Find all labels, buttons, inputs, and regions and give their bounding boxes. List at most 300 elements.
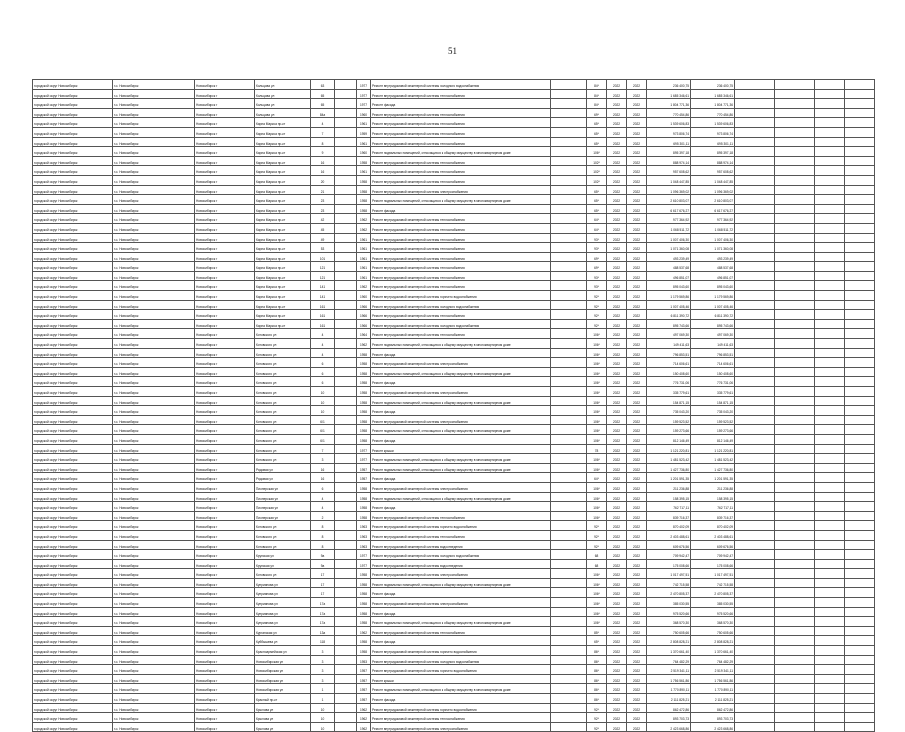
cell-locality: Новосибирск г xyxy=(195,281,255,291)
cell-municipality: городской округ Новосибирск xyxy=(33,108,113,118)
cell-plan-year-end: 2022 xyxy=(627,406,647,416)
cell-house: 6/1 xyxy=(311,415,335,425)
cell-district: г.о. Новосибирск xyxy=(113,396,195,406)
cell-empty xyxy=(735,444,775,454)
cell-empty xyxy=(735,502,775,512)
cell-street: Котовского ул xyxy=(255,387,311,397)
cell-empty xyxy=(815,617,845,627)
cell-plan-year-end: 2022 xyxy=(627,166,647,176)
table-row xyxy=(33,300,875,310)
cell-plan-year-end: 2022 xyxy=(627,137,647,147)
cell-house: 53 xyxy=(311,243,335,253)
cell-district: г.о. Новосибирск xyxy=(113,300,195,310)
cell-work-type: Ремонт внутридомовой инженерной системы теплоснабжения xyxy=(371,262,551,272)
cell-wear: 106* xyxy=(587,511,607,521)
cell-municipality: городской округ Новосибирск xyxy=(33,703,113,713)
cell-housing xyxy=(335,588,357,598)
cell-empty xyxy=(735,540,775,550)
cell-district: г.о. Новосибирск xyxy=(113,358,195,368)
cell-plan-year-start: 2022 xyxy=(607,482,627,492)
cell-empty xyxy=(735,252,775,262)
cell-empty xyxy=(735,636,775,646)
cell-cost: 735 043,20 xyxy=(647,406,691,416)
cell-work-type: Ремонт фасада xyxy=(371,588,551,598)
cell-empty xyxy=(775,540,815,550)
cell-housing xyxy=(335,156,357,166)
cell-blank xyxy=(551,223,587,233)
cell-locality: Новосибирск г xyxy=(195,310,255,320)
cell-cost-total: 211 236,88 xyxy=(691,482,735,492)
cell-plan-year-start: 2022 xyxy=(607,175,627,185)
cell-blank xyxy=(551,252,587,262)
cell-municipality: городской округ Новосибирск xyxy=(33,387,113,397)
cell-blank xyxy=(551,291,587,301)
cell-wear: 102* xyxy=(587,175,607,185)
cell-district: г.о. Новосибирск xyxy=(113,271,195,281)
cell-empty xyxy=(735,694,775,704)
cell-plan-year-start: 2022 xyxy=(607,674,627,684)
cell-cost: 888 974,14 xyxy=(647,156,691,166)
cell-year: 1977 xyxy=(357,89,371,99)
cell-municipality: городской округ Новосибирск xyxy=(33,550,113,560)
cell-district: г.о. Новосибирск xyxy=(113,291,195,301)
cell-empty xyxy=(775,195,815,205)
cell-year: 1957 xyxy=(357,665,371,675)
cell-cost: 2 111 825,21 xyxy=(647,694,691,704)
cell-year: 1959 xyxy=(357,127,371,137)
cell-empty xyxy=(845,137,875,147)
cell-plan-year-end: 2022 xyxy=(627,377,647,387)
cell-empty xyxy=(845,252,875,262)
cell-cost: 1 804 771,36 xyxy=(647,99,691,109)
cell-locality: Новосибирск г xyxy=(195,291,255,301)
cell-cost-total: 497 069,30 xyxy=(691,329,735,339)
table-row xyxy=(33,703,875,713)
cell-wear: 106* xyxy=(587,492,607,502)
cell-street: Котовского ул xyxy=(255,415,311,425)
cell-cost: 762 717,11 xyxy=(647,502,691,512)
cell-municipality: городской округ Новосибирск xyxy=(33,463,113,473)
cell-empty xyxy=(845,319,875,329)
cell-empty xyxy=(845,195,875,205)
cell-district: г.о. Новосибирск xyxy=(113,511,195,521)
cell-empty xyxy=(815,80,845,90)
cell-housing xyxy=(335,233,357,243)
cell-blank xyxy=(551,396,587,406)
cell-cost-total: 2 610 803,07 xyxy=(691,195,735,205)
cell-empty xyxy=(735,214,775,224)
cell-housing xyxy=(335,674,357,684)
cell-plan-year-end: 2022 xyxy=(627,147,647,157)
cell-empty xyxy=(735,434,775,444)
cell-year: 1958 xyxy=(357,617,371,627)
cell-empty xyxy=(815,387,845,397)
cell-house: 7 xyxy=(311,444,335,454)
cell-blank xyxy=(551,89,587,99)
cell-municipality: городской округ Новосибирск xyxy=(33,348,113,358)
cell-empty xyxy=(815,156,845,166)
cell-wear: 106* xyxy=(587,502,607,512)
cell-plan-year-start: 2022 xyxy=(607,367,627,377)
cell-housing xyxy=(335,540,357,550)
cell-year: 1962 xyxy=(357,339,371,349)
cell-locality: Новосибирск г xyxy=(195,684,255,694)
cell-cost: 893 703,73 xyxy=(647,713,691,723)
cell-district: г.о. Новосибирск xyxy=(113,204,195,214)
cell-house: 10 xyxy=(311,406,335,416)
cell-empty xyxy=(845,348,875,358)
cell-plan-year-start: 2022 xyxy=(607,694,627,704)
cell-empty xyxy=(735,684,775,694)
cell-plan-year-start: 2022 xyxy=(607,118,627,128)
cell-empty xyxy=(735,511,775,521)
cell-cost-total: 150 408,60 xyxy=(691,367,735,377)
cell-cost: 1 068 511,72 xyxy=(647,223,691,233)
cell-street: Новосибирская ул xyxy=(255,655,311,665)
cell-district: г.о. Новосибирск xyxy=(113,473,195,483)
cell-plan-year-start: 2022 xyxy=(607,223,627,233)
cell-year: 1958 xyxy=(357,425,371,435)
cell-street: Карла Маркса пр-кт xyxy=(255,252,311,262)
cell-locality: Новосибирск г xyxy=(195,300,255,310)
cell-street: Крылова ул xyxy=(255,722,311,732)
cell-cost: 796 853,51 xyxy=(647,348,691,358)
cell-district: г.о. Новосибирск xyxy=(113,80,195,90)
cell-plan-year-start: 2022 xyxy=(607,396,627,406)
cell-year: 1977 xyxy=(357,99,371,109)
table-row xyxy=(33,482,875,492)
cell-work-type: Ремонт крыши xyxy=(371,674,551,684)
cell-blank xyxy=(551,598,587,608)
cell-locality: Новосибирск г xyxy=(195,521,255,531)
cell-municipality: городской округ Новосибирск xyxy=(33,252,113,262)
cell-housing xyxy=(335,703,357,713)
cell-year: 1958 xyxy=(357,636,371,646)
cell-wear: 86* xyxy=(587,646,607,656)
cell-cost-total: 973 806,74 xyxy=(691,127,735,137)
cell-street: Котовского ул xyxy=(255,406,311,416)
cell-plan-year-end: 2022 xyxy=(627,550,647,560)
cell-street: Крупская ул xyxy=(255,550,311,560)
cell-cost: 2 808 828,21 xyxy=(647,636,691,646)
cell-cost-total: 776 731,06 xyxy=(691,377,735,387)
cell-empty xyxy=(845,550,875,560)
cell-plan-year-end: 2022 xyxy=(627,252,647,262)
cell-municipality: городской округ Новосибирск xyxy=(33,588,113,598)
cell-cost-total: 895 397,18 xyxy=(691,147,735,157)
table-row xyxy=(33,310,875,320)
cell-district: г.о. Новосибирск xyxy=(113,598,195,608)
cell-district: г.о. Новосибирск xyxy=(113,147,195,157)
cell-street: Карла Маркса пр-кт xyxy=(255,300,311,310)
cell-empty xyxy=(815,166,845,176)
cell-cost: 1 048 447,85 xyxy=(647,175,691,185)
cell-empty xyxy=(845,358,875,368)
cell-empty xyxy=(735,319,775,329)
cell-empty xyxy=(845,674,875,684)
cell-locality: Новосибирск г xyxy=(195,540,255,550)
cell-house: 6/1 xyxy=(311,434,335,444)
cell-cost: 839 716,37 xyxy=(647,511,691,521)
cell-cost-total: 6 617 676,27 xyxy=(691,204,735,214)
cell-cost-total: 488 537,68 xyxy=(691,262,735,272)
cell-plan-year-start: 2022 xyxy=(607,291,627,301)
cell-work-type: Ремонт внутридомовой инженерной системы теплоснабжения xyxy=(371,108,551,118)
cell-wear: 69* xyxy=(587,262,607,272)
cell-wear: 65* xyxy=(587,118,607,128)
cell-house: 8 xyxy=(311,540,335,550)
cell-plan-year-start: 2022 xyxy=(607,339,627,349)
cell-housing xyxy=(335,262,357,272)
cell-cost-total: 609 676,56 xyxy=(691,540,735,550)
cell-empty xyxy=(815,243,845,253)
cell-locality: Новосибирск г xyxy=(195,233,255,243)
cell-locality: Новосибирск г xyxy=(195,348,255,358)
cell-work-type: Ремонт внутридомовой инженерной системы теплоснабжения xyxy=(371,329,551,339)
cell-locality: Новосибирск г xyxy=(195,473,255,483)
cell-district: г.о. Новосибирск xyxy=(113,406,195,416)
cell-street: Крылова ул xyxy=(255,703,311,713)
cell-plan-year-end: 2022 xyxy=(627,646,647,656)
cell-empty xyxy=(815,511,845,521)
cell-street: Карла Маркса пр-кт xyxy=(255,271,311,281)
cell-year: 1958 xyxy=(357,175,371,185)
cell-municipality: городской округ Новосибирск xyxy=(33,473,113,483)
cell-empty xyxy=(815,665,845,675)
cell-district: г.о. Новосибирск xyxy=(113,550,195,560)
cell-work-type: Ремонт внутридомовой инженерной системы водоотведения xyxy=(371,559,551,569)
cell-empty xyxy=(775,80,815,90)
cell-empty xyxy=(735,99,775,109)
cell-locality: Новосибирск г xyxy=(195,713,255,723)
cell-plan-year-start: 2022 xyxy=(607,454,627,464)
cell-housing xyxy=(335,502,357,512)
cell-wear: 68 xyxy=(587,559,607,569)
cell-wear: 106* xyxy=(587,598,607,608)
cell-work-type: Ремонт внутридомовой инженерной системы электроснабжения xyxy=(371,415,551,425)
cell-plan-year-end: 2022 xyxy=(627,358,647,368)
cell-district: г.о. Новосибирск xyxy=(113,502,195,512)
cell-street: Красноармейская ул xyxy=(255,646,311,656)
cell-empty xyxy=(775,118,815,128)
cell-blank xyxy=(551,674,587,684)
cell-locality: Новосибирск г xyxy=(195,396,255,406)
cell-empty xyxy=(845,578,875,588)
cell-blank xyxy=(551,233,587,243)
cell-blank xyxy=(551,108,587,118)
cell-house: 121 xyxy=(311,262,335,272)
cell-empty xyxy=(845,646,875,656)
cell-street: Котовского ул xyxy=(255,521,311,531)
cell-work-type: Ремонт подвальных помещений, относящихся к общему имуществу в многоквартирном доме xyxy=(371,617,551,627)
cell-empty xyxy=(845,185,875,195)
cell-work-type: Ремонт внутридомовой инженерной системы теплоснабжения xyxy=(371,175,551,185)
cell-blank xyxy=(551,473,587,483)
cell-empty xyxy=(735,358,775,368)
cell-blank xyxy=(551,281,587,291)
cell-street: Карла Маркса пр-кт xyxy=(255,175,311,185)
cell-year: 1961 xyxy=(357,166,371,176)
cell-year: 1962 xyxy=(357,713,371,723)
cell-empty xyxy=(735,722,775,732)
cell-plan-year-end: 2022 xyxy=(627,425,647,435)
table-row xyxy=(33,511,875,521)
cell-house: 10 xyxy=(311,396,335,406)
cell-work-type: Ремонт внутридомовой инженерной системы холодного водоснабжения xyxy=(371,550,551,560)
cell-wear: 78 xyxy=(587,444,607,454)
cell-work-type: Ремонт фасада xyxy=(371,377,551,387)
cell-blank xyxy=(551,425,587,435)
cell-wear: 106* xyxy=(587,358,607,368)
cell-empty xyxy=(815,262,845,272)
cell-plan-year-end: 2022 xyxy=(627,108,647,118)
cell-blank xyxy=(551,540,587,550)
cell-year: 1958 xyxy=(357,607,371,617)
cell-empty xyxy=(845,99,875,109)
cell-work-type: Ремонт подвальных помещений, относящихся к общему имуществу в многоквартирном доме xyxy=(371,684,551,694)
cell-cost: 236 400,75 xyxy=(647,80,691,90)
cell-blank xyxy=(551,521,587,531)
cell-cost-total: 175 008,66 xyxy=(691,559,735,569)
cell-empty xyxy=(815,521,845,531)
table-row xyxy=(33,655,875,665)
cell-plan-year-start: 2022 xyxy=(607,655,627,665)
table-row xyxy=(33,80,875,90)
cell-empty xyxy=(815,646,845,656)
cell-locality: Новосибирск г xyxy=(195,118,255,128)
cell-plan-year-start: 2022 xyxy=(607,99,627,109)
cell-cost: 1 017 497,51 xyxy=(647,569,691,579)
cell-cost-total: 895 043,60 xyxy=(691,281,735,291)
cell-empty xyxy=(775,454,815,464)
cell-empty xyxy=(735,185,775,195)
cell-cost-total: 735 043,20 xyxy=(691,406,735,416)
cell-year: 1958 xyxy=(357,434,371,444)
cell-empty xyxy=(775,233,815,243)
cell-cost-total: 2 423 668,86 xyxy=(691,722,735,732)
cell-work-type: Ремонт внутридомовой инженерной системы теплоснабжения xyxy=(371,223,551,233)
table-row xyxy=(33,396,875,406)
cell-street: Карла Маркса пр-кт xyxy=(255,195,311,205)
cell-locality: Новосибирск г xyxy=(195,147,255,157)
cell-cost-total: 862 472,86 xyxy=(691,703,735,713)
cell-cost: 368 570,30 xyxy=(647,617,691,627)
cell-locality: Новосибирск г xyxy=(195,271,255,281)
cell-house: 4 xyxy=(311,329,335,339)
cell-cost-total: 839 716,37 xyxy=(691,511,735,521)
cell-empty xyxy=(735,655,775,665)
cell-municipality: городской округ Новосибирск xyxy=(33,367,113,377)
cell-house: 65 xyxy=(311,89,335,99)
cell-district: г.о. Новосибирск xyxy=(113,377,195,387)
cell-empty xyxy=(845,569,875,579)
cell-empty xyxy=(735,387,775,397)
cell-housing xyxy=(335,434,357,444)
cell-wear: 92* xyxy=(587,713,607,723)
cell-work-type: Ремонт внутридомовой инженерной системы теплоснабжения xyxy=(371,252,551,262)
cell-wear: 64* xyxy=(587,214,607,224)
cell-work-type: Ремонт внутридомовой инженерной системы электроснабжения xyxy=(371,482,551,492)
cell-municipality: городской округ Новосибирск xyxy=(33,137,113,147)
cell-housing xyxy=(335,281,357,291)
cell-house: 101 xyxy=(311,252,335,262)
cell-cost-total: 159 523,52 xyxy=(691,415,735,425)
table-row xyxy=(33,626,875,636)
cell-empty xyxy=(815,339,845,349)
cell-cost-total: 1 539 606,83 xyxy=(691,118,735,128)
cell-municipality: городской округ Новосибирск xyxy=(33,646,113,656)
cell-housing xyxy=(335,147,357,157)
cell-plan-year-end: 2022 xyxy=(627,348,647,358)
cell-plan-year-start: 2022 xyxy=(607,444,627,454)
cell-municipality: городской округ Новосибирск xyxy=(33,454,113,464)
cell-empty xyxy=(815,118,845,128)
table-row xyxy=(33,713,875,723)
cell-cost-total: 1 685 346,61 xyxy=(691,89,735,99)
cell-empty xyxy=(845,329,875,339)
cell-housing xyxy=(335,655,357,665)
cell-locality: Новосибирск г xyxy=(195,502,255,512)
cell-plan-year-end: 2022 xyxy=(627,80,647,90)
cell-empty xyxy=(845,204,875,214)
cell-housing xyxy=(335,559,357,569)
cell-wear: 102* xyxy=(587,156,607,166)
cell-house: 16 xyxy=(311,166,335,176)
cell-year: 1977 xyxy=(357,454,371,464)
cell-year: 1958 xyxy=(357,578,371,588)
cell-work-type: Ремонт внутридомовой инженерной системы теплоснабжения xyxy=(371,118,551,128)
cell-empty xyxy=(845,271,875,281)
cell-blank xyxy=(551,646,587,656)
cell-blank xyxy=(551,684,587,694)
cell-blank xyxy=(551,358,587,368)
cell-wear: 84* xyxy=(587,99,607,109)
works-table xyxy=(32,79,874,732)
cell-house: 20 xyxy=(311,175,335,185)
cell-empty xyxy=(775,252,815,262)
cell-empty xyxy=(775,406,815,416)
cell-district: г.о. Новосибирск xyxy=(113,444,195,454)
cell-blank xyxy=(551,713,587,723)
cell-empty xyxy=(815,482,845,492)
table-row xyxy=(33,665,875,675)
cell-plan-year-end: 2022 xyxy=(627,444,647,454)
cell-empty xyxy=(775,262,815,272)
cell-municipality: городской округ Новосибирск xyxy=(33,147,113,157)
cell-empty xyxy=(845,502,875,512)
cell-empty xyxy=(775,473,815,483)
cell-work-type: Ремонт фасада xyxy=(371,636,551,646)
cell-plan-year-start: 2022 xyxy=(607,722,627,732)
cell-locality: Новосибирск г xyxy=(195,646,255,656)
cell-empty xyxy=(845,118,875,128)
cell-house: 161 xyxy=(311,300,335,310)
cell-empty xyxy=(735,482,775,492)
cell-work-type: Ремонт внутридомовой инженерной системы электроснабжения xyxy=(371,722,551,732)
cell-housing xyxy=(335,166,357,176)
cell-plan-year-end: 2022 xyxy=(627,204,647,214)
cell-housing xyxy=(335,195,357,205)
cell-plan-year-end: 2022 xyxy=(627,674,647,684)
table-row xyxy=(33,387,875,397)
cell-municipality: городской округ Новосибирск xyxy=(33,281,113,291)
cell-cost: 1 179 569,86 xyxy=(647,291,691,301)
cell-house: 3 xyxy=(311,646,335,656)
cell-blank xyxy=(551,387,587,397)
cell-housing xyxy=(335,319,357,329)
cell-municipality: городской округ Новосибирск xyxy=(33,655,113,665)
cell-work-type: Ремонт подвальных помещений, относящихся к общему имуществу в многоквартирном доме xyxy=(371,147,551,157)
